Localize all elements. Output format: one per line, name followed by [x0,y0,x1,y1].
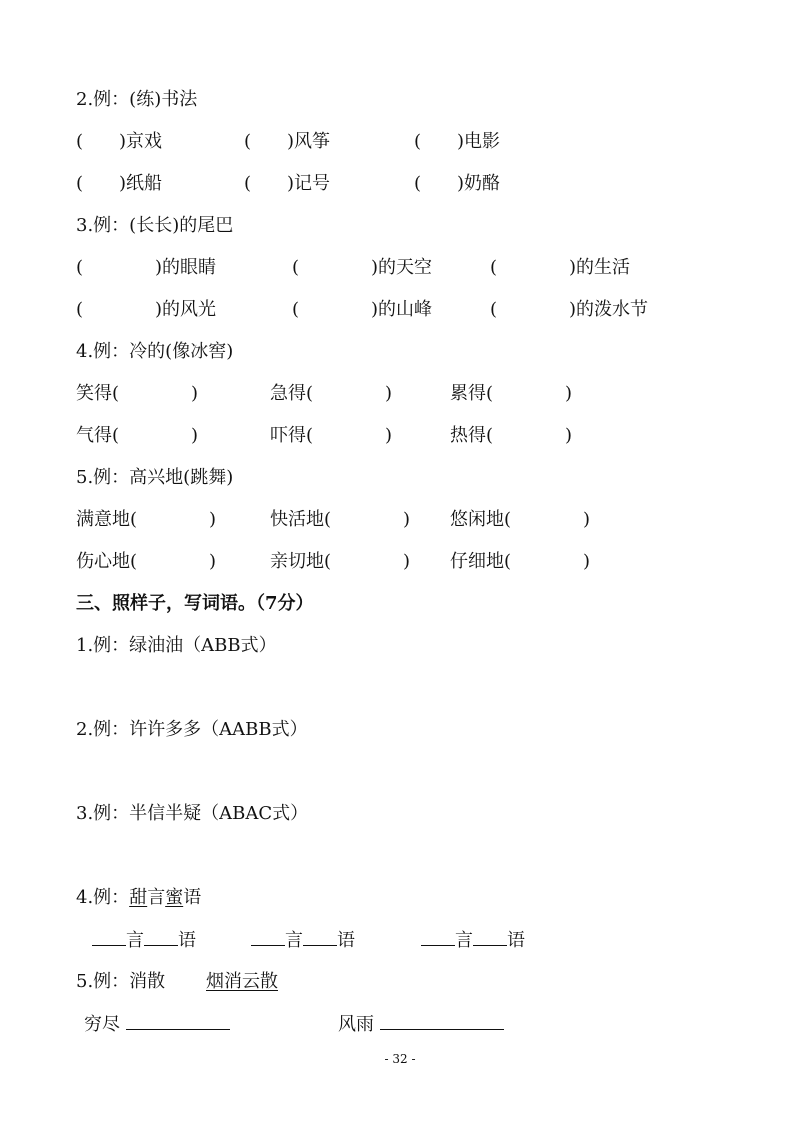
q4-item-5[interactable]: 吓得( ) [270,425,393,446]
section3-heading: 三、照样子，写词语。（7分） [76,593,314,614]
q5-item-4[interactable]: 伤心地( ) [76,551,217,572]
s3-q5-item-2: 风雨 [338,1015,504,1034]
q2-item-6[interactable]: ( )奶酪 [414,173,501,194]
s3-q2-label: 2.例：许许多多（AABB式） [76,719,308,740]
s3-q5-item-1: 穷尽 [84,1015,230,1034]
page-number: - 32 - [384,1052,416,1066]
q2-label: 2.例：(练)书法 [76,89,198,110]
q4-item-1[interactable]: 笑得( ) [76,383,199,404]
s3-q4-prefix: 4.例： [76,887,130,908]
q4-item-6[interactable]: 热得( ) [450,425,573,446]
q2-item-4[interactable]: ( )纸船 [76,173,163,194]
q5-item-5[interactable]: 亲切地( ) [270,551,411,572]
q3-item-5[interactable]: ( )的山峰 [292,299,433,320]
s3-q4-blank-group-1: 言 语 [92,931,196,950]
q2-item-1[interactable]: ( )京戏 [76,131,163,152]
q3-item-1[interactable]: ( )的眼睛 [76,257,217,278]
answer-blank[interactable] [144,931,178,946]
q4-item-4[interactable]: 气得( ) [76,425,199,446]
q5-item-2[interactable]: 快活地( ) [270,509,411,530]
answer-blank[interactable] [380,1015,504,1030]
q3-item-6[interactable]: ( )的泼水节 [490,299,649,320]
s3-q3-label: 3.例：半信半疑（ABAC式） [76,803,309,824]
answer-blank[interactable] [126,1015,230,1030]
s3-q4-char-4: 语 [183,887,202,908]
q5-item-3[interactable]: 悠闲地( ) [450,509,591,530]
answer-blank[interactable] [251,931,285,946]
s3-q1-label: 1.例：绿油油（ABB式） [76,635,277,656]
q2-item-3[interactable]: ( )电影 [414,131,501,152]
s3-q4-blank-group-2: 言 语 [251,931,355,950]
q4-item-3[interactable]: 累得( ) [450,383,573,404]
s3-q4-char-3: 蜜 [165,887,184,908]
s3-q4-char-2: 言 [147,887,166,908]
q3-item-2[interactable]: ( )的天空 [292,257,433,278]
s3-q5-example: 烟消云散 [206,971,278,992]
q3-label: 3.例：(长长)的尾巴 [76,215,234,236]
q2-item-2[interactable]: ( )风筝 [244,131,331,152]
answer-blank[interactable] [473,931,507,946]
q5-item-6[interactable]: 仔细地( ) [450,551,591,572]
s3-q4-char-1: 甜 [129,887,148,908]
q3-item-4[interactable]: ( )的风光 [76,299,217,320]
q4-item-2[interactable]: 急得( ) [270,383,393,404]
answer-blank[interactable] [92,931,126,946]
q3-item-3[interactable]: ( )的生活 [490,257,631,278]
s3-q4-blank-group-3: 言 语 [421,931,525,950]
q4-label: 4.例：冷的(像冰窖) [76,341,234,362]
answer-blank[interactable] [421,931,455,946]
s3-q4-label [76,889,201,907]
q2-item-5[interactable]: ( )记号 [244,173,331,194]
q5-label: 5.例：高兴地(跳舞) [76,467,234,488]
answer-blank[interactable] [303,931,337,946]
q5-item-1[interactable]: 满意地( ) [76,509,217,530]
s3-q5-label: 5.例：消散 [76,971,166,992]
